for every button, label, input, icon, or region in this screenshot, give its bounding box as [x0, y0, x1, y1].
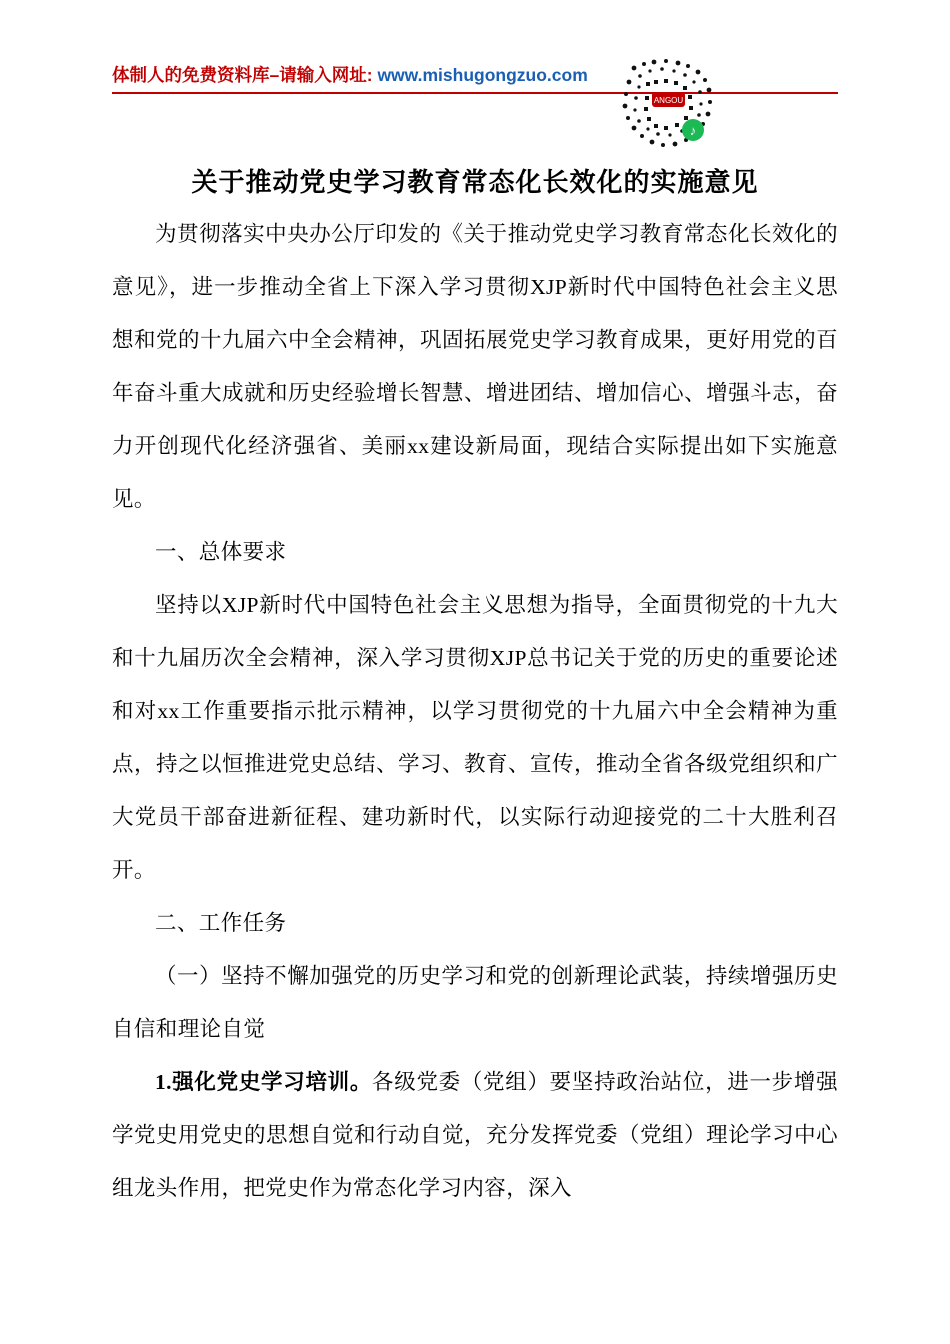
- banner-divider: [112, 92, 838, 94]
- heading-section-1: 一、总体要求: [155, 540, 287, 565]
- numbered-item-1: [112, 1056, 838, 1215]
- svg-text:♪: ♪: [689, 123, 697, 138]
- promo-dash: –: [269, 65, 280, 85]
- paragraph-section-1-body: 坚持以XJP新时代中国特色社会主义思想为指导，全面贯彻党的十九大和十九届历次全会精神，深入学习贯彻XJP总书记关于党的历史的重要论述和对xx工作重要指示批示精神，以学习贯彻党的十九届六中全会精神为重点，持之以恒推进党史总结、学习、教育、宣传，推动全省各级党组织和广大党员干部奋进新征程、建功新时代，以实际行动迎接党的二十大胜利召开。: [112, 593, 838, 883]
- qr-brand-label: ANGOU: [653, 96, 684, 105]
- page-title: 关于推动党史学习教育常态化长效化的实施意见: [191, 167, 759, 197]
- qr-code-icon: [620, 56, 716, 152]
- promo-label: 体制人的免费资料库: [112, 65, 270, 85]
- paragraph-intro: 为贯彻落实中央办公厅印发的《关于推动党史学习教育常态化长效化的意见》，进一步推动全省上下深入学习贯彻XJP新时代中国特色社会主义思想和党的十九届六中全会精神，巩固拓展党史学习教育成果，更好用党的百年奋斗重大成就和历史经验增长智慧、增进团结、增加信心、增强斗志，奋力开创现代化经济强省、美丽xx建设新局面，现结合实际提出如下实施意见。: [112, 222, 838, 512]
- heading-section-2: 二、工作任务: [155, 911, 287, 936]
- numbered-item-1-body: 各级党委（党组）要坚持政治站位，进一步增强学党史用党史的思想自觉和行动自觉，充分发挥党委（党组）理论学习中心组龙头作用，把党史作为常态化学习内容，深入: [112, 1070, 838, 1201]
- promo-prompt: 请输入网址:: [279, 65, 378, 85]
- paragraph-section-2-sub-1: （一）坚持不懈加强党的历史学习和党的创新理论武装，持续增强历史自信和理论自觉: [112, 964, 838, 1042]
- promo-url[interactable]: www.mishugongzuo.com: [377, 65, 588, 85]
- numbered-item-1-lead: 1.强化党史学习培训。: [155, 1070, 373, 1095]
- promo-banner: [112, 0, 838, 138]
- promo-banner-text: [112, 62, 588, 87]
